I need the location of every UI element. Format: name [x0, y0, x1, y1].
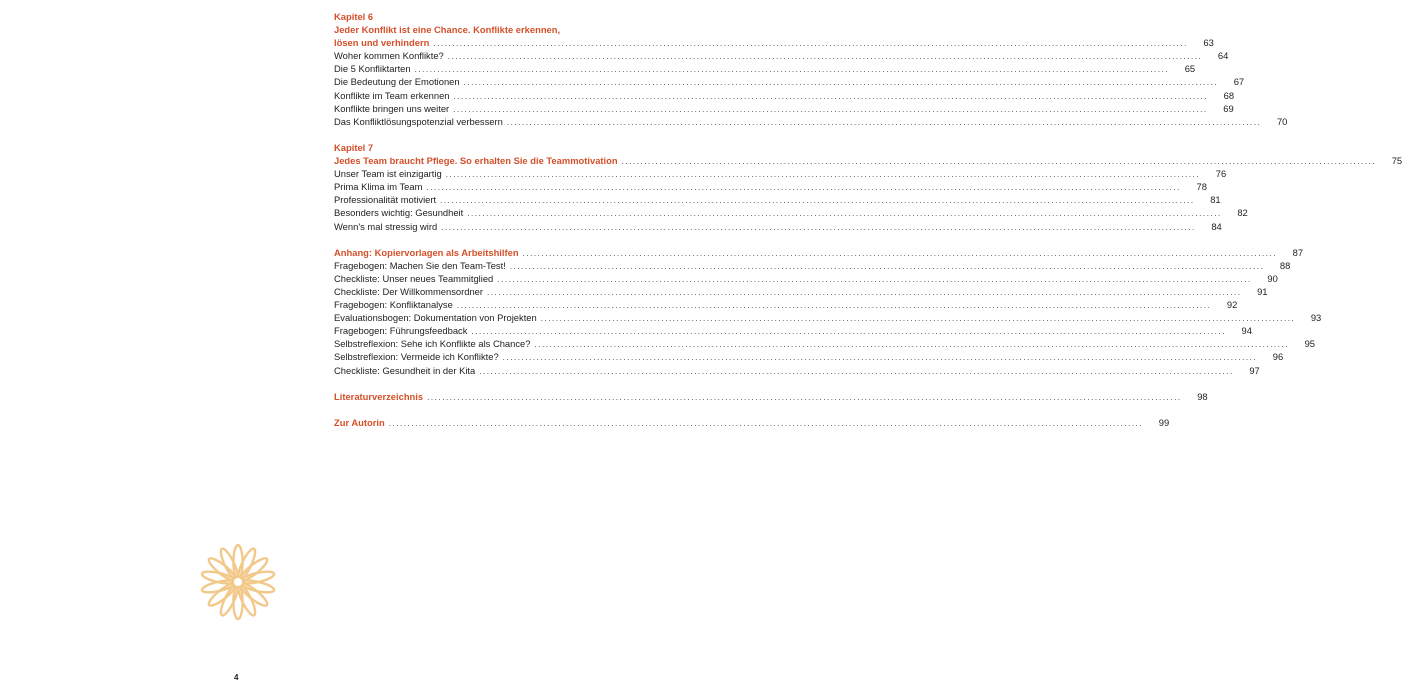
flower-center: [233, 577, 243, 587]
page-ref: 99: [1158, 416, 1170, 428]
toc-entry[interactable]: [334, 36, 1214, 49]
entry-label: Selbstreflexion: Vermeide ich Konflikte?: [334, 351, 499, 363]
chapter-6-entries: [334, 49, 1288, 128]
toc-entry[interactable]: [334, 154, 1402, 167]
literature-title: Literaturverzeichnis: [334, 390, 424, 402]
toc-entry[interactable]: [334, 259, 1291, 272]
dot-leader: ........................................................................................................................................................................................................: [502, 353, 1258, 363]
appendix-section: [334, 246, 1322, 377]
dot-leader: ........................................................................................................................................................................................................: [388, 418, 1144, 428]
page-ref: 65: [1184, 63, 1196, 75]
entry-label: Das Konfliktlösungspotenzial verbessern: [334, 115, 503, 127]
dot-leader: ........................................................................................................................................................................................................: [447, 52, 1203, 62]
page-ref: 82: [1237, 207, 1248, 219]
toc-entry[interactable]: [334, 206, 1248, 219]
page-ref: 75: [1391, 155, 1402, 167]
page-ref: 69: [1223, 102, 1234, 114]
chapter-7-section: [334, 141, 1402, 233]
page-ref: 81: [1210, 194, 1221, 206]
entry-label: Checkliste: Unser neues Teammitglied: [334, 272, 494, 284]
toc-entry[interactable]: [334, 364, 1260, 377]
entry-label: Woher kommen Konflikte?: [334, 50, 444, 62]
toc-entry[interactable]: [334, 89, 1235, 102]
toc-entry[interactable]: [334, 324, 1252, 337]
entry-label: Evaluationsbogen: Dokumentation von Projekten: [334, 312, 537, 324]
page-ref: 78: [1196, 181, 1207, 193]
toc-entry[interactable]: [334, 180, 1207, 193]
page-ref: 90: [1267, 272, 1278, 284]
literature-section: [334, 390, 1208, 403]
dot-leader: ........................................................................................................................................................................................................: [479, 366, 1234, 376]
page-ref: 88: [1279, 259, 1291, 271]
toc-entry[interactable]: [334, 311, 1322, 324]
entry-label: Besonders wichtig: Gesundheit: [334, 207, 464, 219]
toc-entry[interactable]: [334, 350, 1284, 363]
dot-leader: ........................................................................................................................................................................................................: [522, 248, 1278, 258]
chapter-7-title: Jedes Team braucht Pflege. So erhalten Sie die Teammotivation: [334, 155, 618, 167]
entry-label: Unser Team ist einzigartig: [334, 168, 442, 180]
toc-entry[interactable]: [334, 416, 1170, 429]
toc-entry[interactable]: [334, 62, 1196, 75]
entry-label: Fragebogen: Konfliktanalyse: [334, 299, 453, 311]
page-ref: 96: [1272, 351, 1284, 363]
dot-leader: ........................................................................................................................................................................................................: [426, 183, 1181, 193]
chapter-7-entries: [334, 167, 1248, 232]
toc-entry[interactable]: [334, 298, 1238, 311]
entry-label: Wenn's mal stressig wird: [334, 220, 438, 232]
page-ref: 91: [1257, 285, 1268, 297]
dot-leader: ........................................................................................................................................................................................................: [445, 170, 1201, 180]
page-ref: 95: [1304, 338, 1315, 350]
dot-leader: ........................................................................................................................................................................................................: [509, 261, 1265, 271]
entry-label: Fragebogen: Führungsfeedback: [334, 325, 468, 337]
entry-label: Selbstreflexion: Sehe ich Konflikte als Chance?: [334, 338, 531, 350]
chapter-6-heading: Kapitel 6: [334, 11, 374, 22]
dot-leader: ........................................................................................................................................................................................................: [456, 301, 1212, 311]
chapter-6-section: [334, 10, 1288, 128]
page-ref: 97: [1249, 364, 1260, 376]
toc-entry[interactable]: [334, 49, 1229, 62]
toc-entry[interactable]: [334, 220, 1222, 233]
toc-entry[interactable]: [334, 115, 1288, 128]
page-ref: 70: [1276, 115, 1288, 127]
page-ref: 76: [1215, 168, 1227, 180]
page-ref: 98: [1197, 390, 1208, 402]
dot-leader: ........................................................................................................................................................................................................: [497, 274, 1252, 284]
dot-leader: ........................................................................................................................................................................................................: [540, 314, 1296, 324]
entry-label: Die 5 Konfliktarten: [334, 63, 411, 75]
dot-leader: ........................................................................................................................................................................................................: [621, 157, 1377, 167]
appendix-entries: [334, 259, 1322, 377]
page-ref: 84: [1211, 220, 1222, 232]
entry-label: Konflikte im Team erkennen: [334, 89, 450, 101]
page-ref: 93: [1310, 312, 1322, 324]
entry-label: Professionalität motiviert: [334, 194, 437, 206]
entry-label: Konflikte bringen uns weiter: [334, 102, 450, 114]
dot-leader: ........................................................................................................................................................................................................: [427, 392, 1182, 402]
dot-leader: ........................................................................................................................................................................................................: [463, 78, 1219, 88]
dot-leader: ........................................................................................................................................................................................................: [440, 196, 1195, 206]
page-number: 4: [234, 673, 239, 682]
page-ref: 94: [1241, 325, 1252, 337]
toc-entry[interactable]: [334, 390, 1208, 403]
page-ref: 68: [1223, 89, 1235, 101]
table-of-contents: [334, 10, 1402, 442]
toc-entry[interactable]: [334, 193, 1221, 206]
toc-entry[interactable]: [334, 285, 1268, 298]
entry-label: Checkliste: Gesundheit in der Kita: [334, 364, 476, 376]
page-ref: 67: [1233, 76, 1245, 88]
page-ref: 87: [1292, 246, 1304, 258]
entry-label: Fragebogen: Machen Sie den Team-Test!: [334, 259, 506, 271]
appendix-title: Anhang: Kopiervorlagen als Arbeitshilfen: [334, 246, 519, 258]
toc-entry[interactable]: [334, 102, 1234, 115]
chapter-6-title-line1: Jeder Konflikt ist eine Chance. Konflikte erkennen,: [334, 24, 561, 36]
author-section: [334, 416, 1170, 429]
chapter-7-heading: Kapitel 7: [334, 141, 374, 153]
toc-entry[interactable]: [334, 246, 1304, 259]
entry-label: Checkliste: Der Willkommensordner: [334, 285, 483, 297]
toc-entry[interactable]: [334, 75, 1245, 88]
entry-label: Prima Klima im Team: [334, 181, 423, 193]
page-ref: 92: [1226, 299, 1238, 311]
dot-leader: ........................................................................................................................................................................................................: [453, 91, 1209, 101]
author-title: Zur Autorin: [334, 416, 385, 428]
entry-label: Die Bedeutung der Emotionen: [334, 76, 460, 88]
dot-leader: ........................................................................................................................................................................................................: [506, 117, 1262, 127]
chapter-6-title-line2: lösen und verhindern: [334, 37, 430, 49]
toc-entry[interactable]: [334, 337, 1315, 350]
dot-leader: ........................................................................................................................................................................................................: [471, 327, 1226, 337]
toc-entry[interactable]: [334, 272, 1278, 285]
dot-leader: ........................................................................................................................................................................................................: [534, 340, 1289, 350]
dot-leader: ........................................................................................................................................................................................................: [453, 104, 1208, 114]
flower-icon: [196, 540, 280, 624]
dot-leader: ........................................................................................................................................................................................................: [441, 222, 1196, 232]
toc-entry[interactable]: [334, 167, 1227, 180]
dot-leader: ........................................................................................................................................................................................................: [433, 39, 1188, 49]
dot-leader: ........................................................................................................................................................................................................: [467, 209, 1222, 219]
dot-leader: ........................................................................................................................................................................................................: [487, 287, 1242, 297]
page-ref: 63: [1203, 37, 1214, 49]
page-ref: 64: [1217, 50, 1229, 62]
dot-leader: ........................................................................................................................................................................................................: [414, 65, 1170, 75]
